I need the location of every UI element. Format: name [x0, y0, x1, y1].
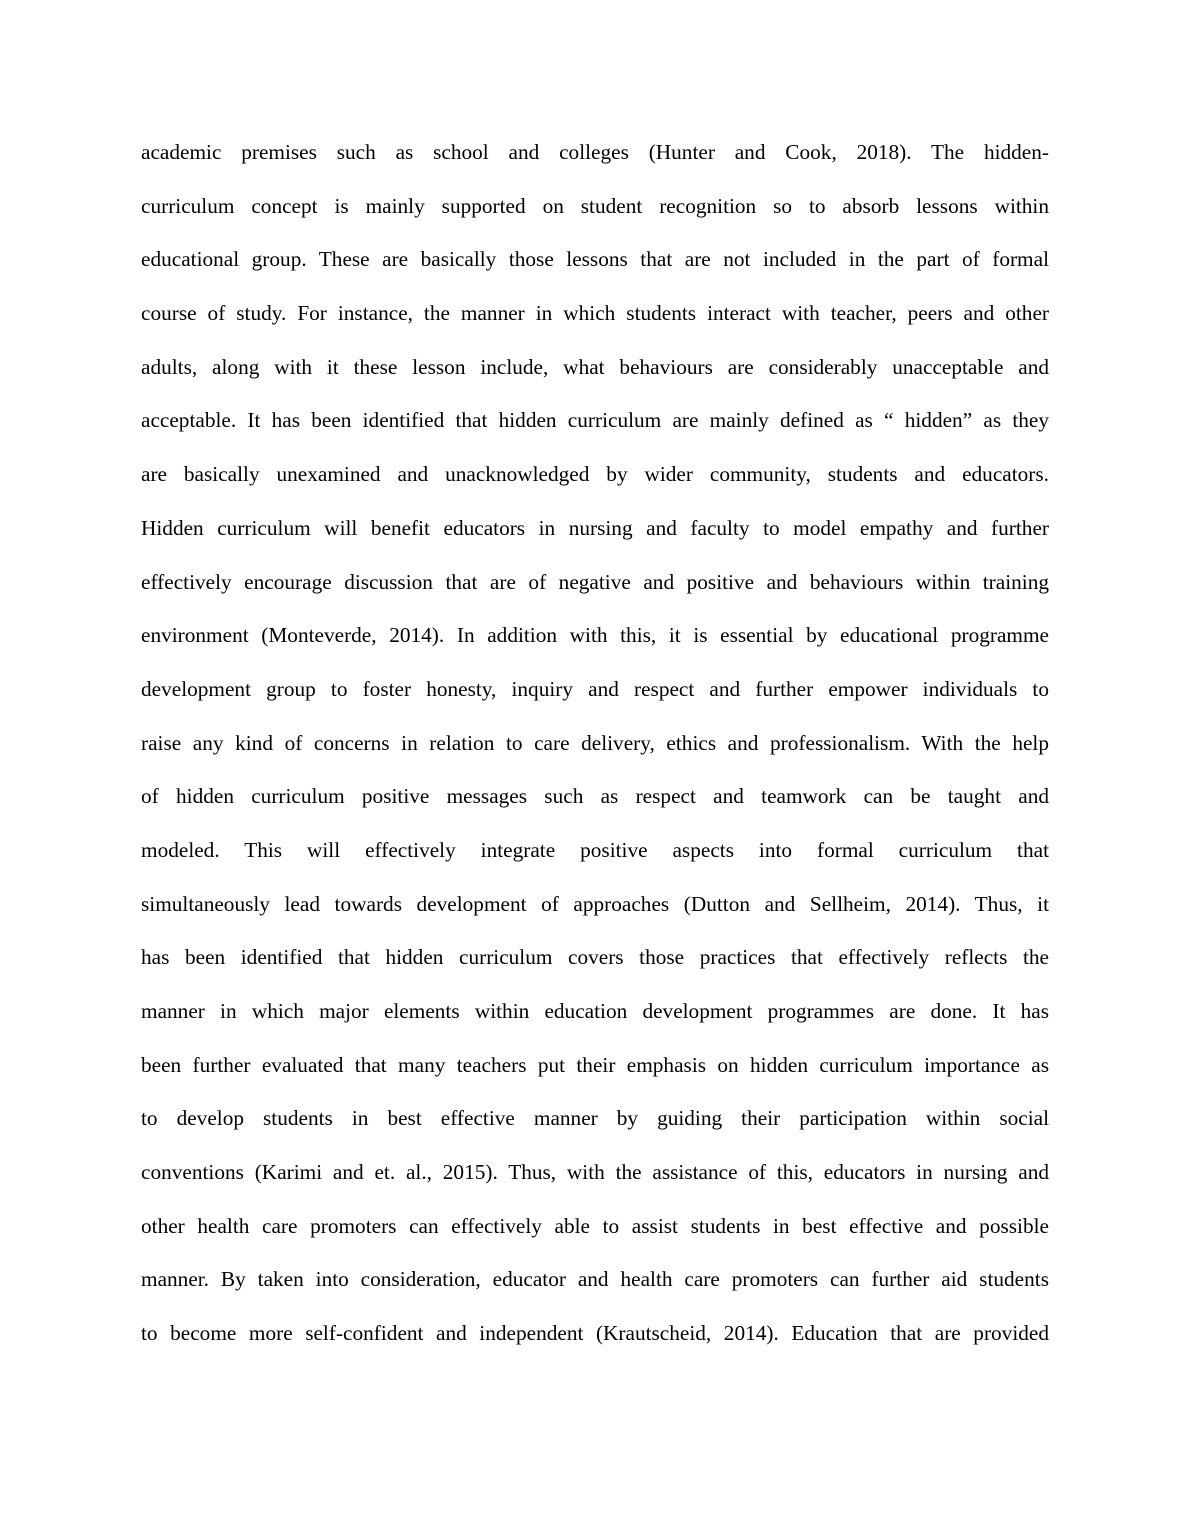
body-paragraph [141, 126, 1049, 1361]
text-line: conventions (Karimi and et. al., 2015). Thus, with the assistance of this, educators in nursing and [141, 1160, 1049, 1185]
text-line: course of study. For instance, the manner in which students interact with teacher, peers and other [141, 301, 1049, 326]
text-line: to develop students in best effective manner by guiding their participation within social [141, 1106, 1049, 1131]
text-line: simultaneously lead towards development of approaches (Dutton and Sellheim, 2014). Thus, it [141, 891, 1049, 916]
text-line: are basically unexamined and unacknowledged by wider community, students and educators. [141, 462, 1049, 487]
text-line: educational group. These are basically those lessons that are not included in the part of formal [141, 247, 1049, 272]
text-line: curriculum concept is mainly supported on student recognition so to absorb lessons within [141, 193, 1049, 218]
text-line: modeled. This will effectively integrate positive aspects into formal curriculum that [141, 837, 1049, 862]
text-line: Hidden curriculum will benefit educators in nursing and faculty to model empathy and further [141, 515, 1049, 540]
text-line: environment (Monteverde, 2014). In addition with this, it is essential by educational programme [141, 623, 1049, 648]
text-line: acceptable. It has been identified that hidden curriculum are mainly defined as “ hidden” as they [141, 408, 1049, 433]
text-line: to become more self-confident and independent (Krautscheid, 2014). Education that are provided [141, 1321, 1049, 1346]
text-line: adults, along with it these lesson include, what behaviours are considerably unacceptable and [141, 354, 1049, 379]
text-line: academic premises such as school and colleges (Hunter and Cook, 2018). The hidden- [141, 140, 1049, 164]
text-line: manner in which major elements within education development programmes are done. It has [141, 999, 1049, 1023]
text-line: effectively encourage discussion that are of negative and positive and behaviours within training [141, 569, 1049, 594]
text-line: of hidden curriculum positive messages such as respect and teamwork can be taught and [141, 784, 1049, 809]
text-line: has been identified that hidden curriculum covers those practices that effectively reflects the [141, 945, 1049, 970]
text-line: manner. By taken into consideration, educator and health care promoters can further aid students [141, 1267, 1049, 1292]
text-line: been further evaluated that many teachers put their emphasis on hidden curriculum importance as [141, 1052, 1049, 1077]
text-line: other health care promoters can effectively able to assist students in best effective and possible [141, 1213, 1049, 1238]
text-line: development group to foster honesty, inquiry and respect and further empower individuals to [141, 676, 1049, 701]
text-line: raise any kind of concerns in relation to care delivery, ethics and professionalism. With the help [141, 730, 1049, 755]
